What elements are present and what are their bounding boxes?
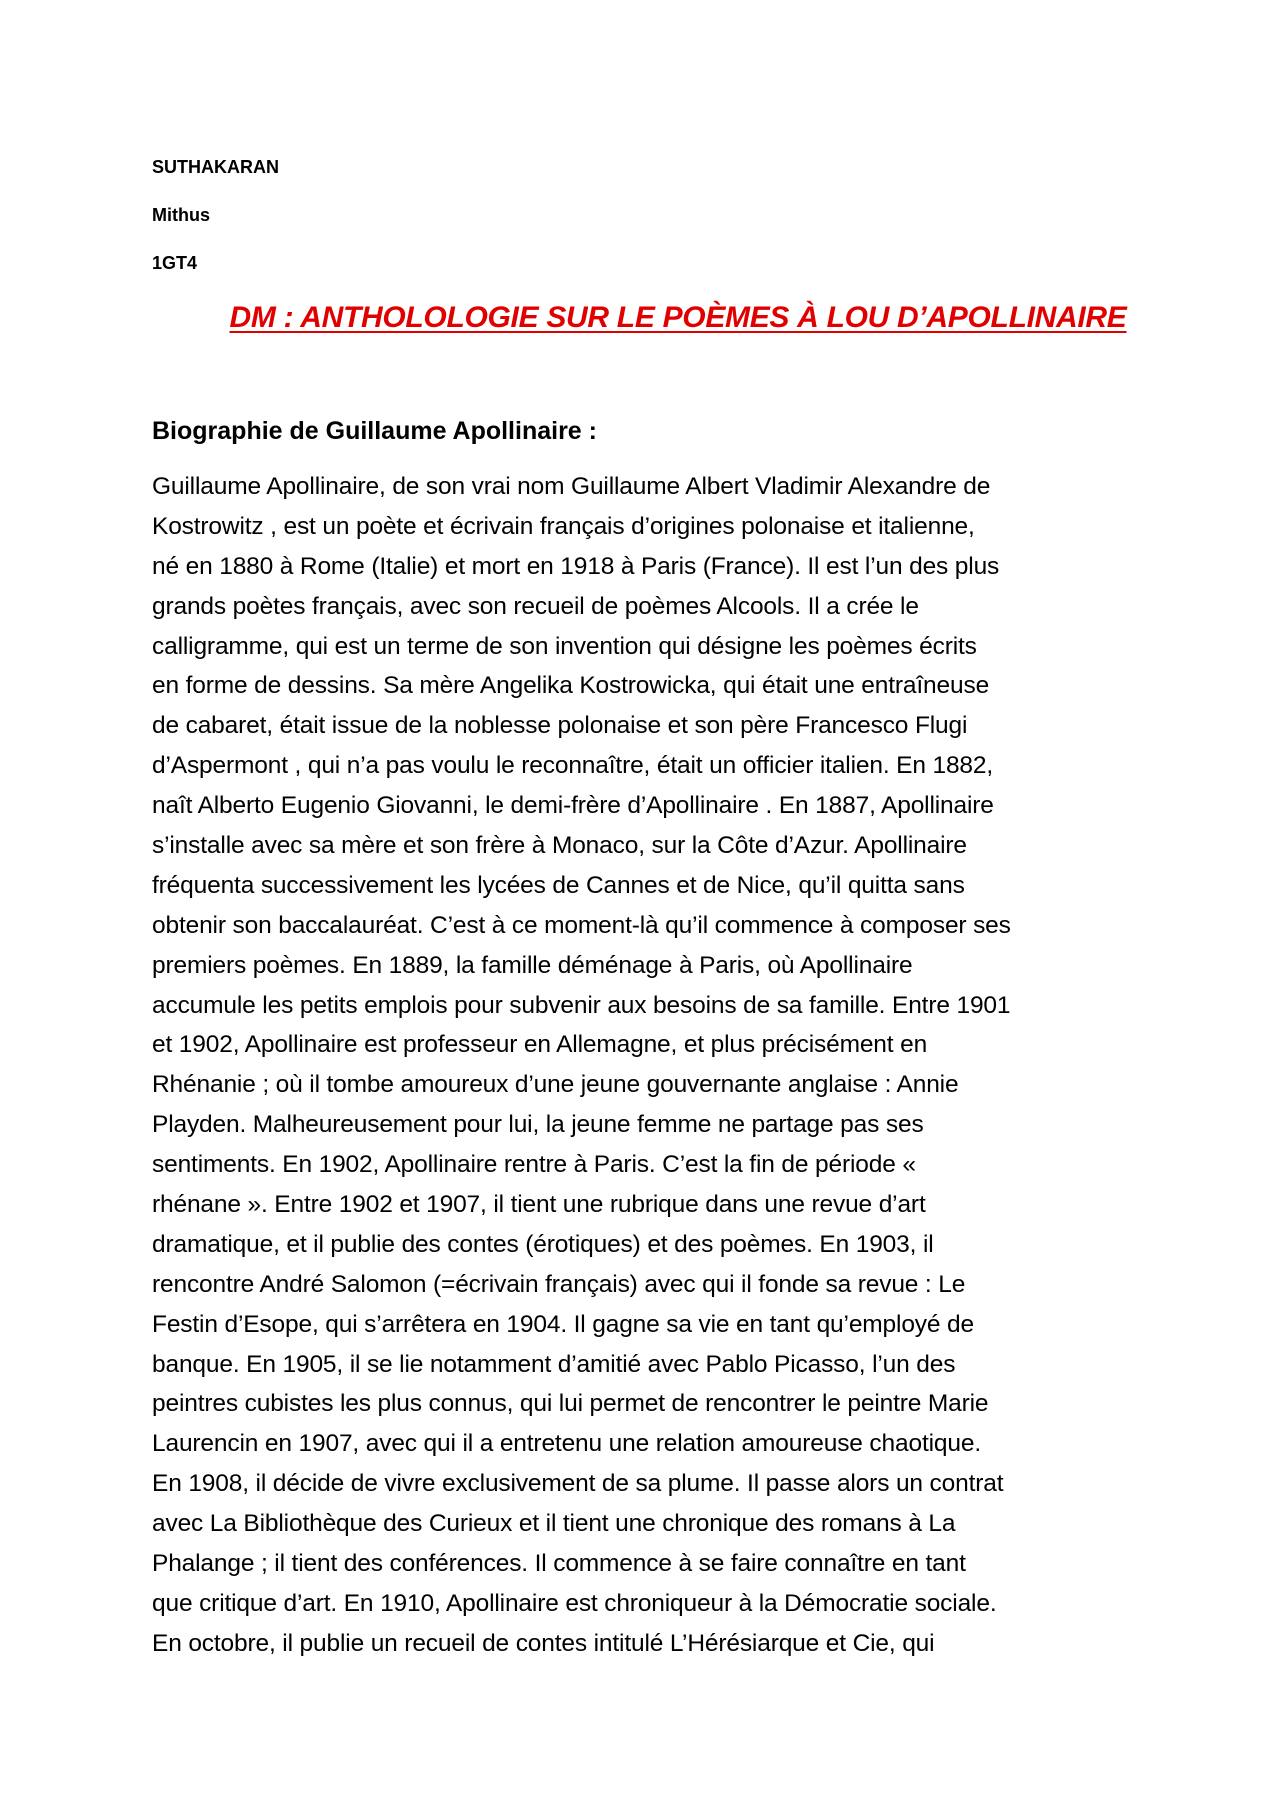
paragraph-line: et 1902, Apollinaire est professeur en Allemagne, et plus précisément en: [152, 1031, 928, 1059]
paragraph-line: Phalange ; il tient des conférences. Il commence à se faire connaître en tant: [152, 1550, 966, 1578]
paragraph-line: En 1908, il décide de vivre exclusivement de sa plume. Il passe alors un contrat: [152, 1470, 1004, 1498]
paragraph-line: calligramme, qui est un terme de son invention qui désigne les poèmes écrits: [152, 632, 977, 660]
paragraph-line: rencontre André Salomon (=écrivain français) avec qui il fonde sa revue : Le: [152, 1270, 966, 1298]
paragraph-line: sentiments. En 1902, Apollinaire rentre à Paris. C’est la fin de période «: [152, 1151, 916, 1179]
paragraph-line: peintres cubistes les plus connus, qui lui permet de rencontrer le peintre Marie: [152, 1390, 989, 1418]
paragraph-line: grands poètes français, avec son recueil de poèmes Alcools. Il a crée le: [152, 592, 919, 620]
paragraph-line: avec La Bibliothèque des Curieux et il tient une chronique des romans à La: [152, 1510, 956, 1538]
paragraph-line: en forme de dessins. Sa mère Angelika Kostrowicka, qui était une entraîneuse: [152, 672, 990, 700]
paragraph-line: de cabaret, était issue de la noblesse polonaise et son père Francesco Flugi: [152, 712, 968, 740]
paragraph-line: que critique d’art. En 1910, Apollinaire est chroniqueur à la Démocratie sociale.: [152, 1589, 997, 1617]
paragraph-line: banque. En 1905, il se lie notamment d’amitié avec Pablo Picasso, l’un des: [152, 1350, 956, 1378]
paragraph-line: Kostrowitz , est un poète et écrivain français d’origines polonaise et italienne,: [152, 512, 975, 540]
document-title: [0, 298, 1280, 338]
paragraph-line: obtenir son baccalauréat. C’est à ce moment-là qu’il commence à composer ses: [152, 911, 1011, 939]
paragraph-line: naît Alberto Eugenio Giovanni, le demi-frère d’Apollinaire . En 1887, Apollinaire: [152, 792, 994, 820]
document-title-text: DM : ANTHOLOLOGIE SUR LE POÈMES À LOU D’APOLLINAIRE: [229, 301, 1127, 334]
section-heading: Biographie de Guillaume Apollinaire :: [152, 417, 597, 445]
student-class: 1GT4: [152, 253, 198, 273]
paragraph-line: dramatique, et il publie des contes (érotiques) et des poèmes. En 1903, il: [152, 1230, 934, 1258]
paragraph-line: d’Aspermont , qui n’a pas voulu le reconnaître, était un officier italien. En 1882,: [152, 752, 994, 780]
paragraph-line: Playden. Malheureusement pour lui, la jeune femme ne partage pas ses: [152, 1111, 924, 1139]
paragraph-line: premiers poèmes. En 1889, la famille déménage à Paris, où Apollinaire: [152, 951, 913, 979]
paragraph-line: né en 1880 à Rome (Italie) et mort en 1918 à Paris (France). Il est l’un des plus: [152, 552, 1000, 580]
paragraph-line: fréquenta successivement les lycées de Cannes et de Nice, qu’il quitta sans: [152, 871, 965, 899]
paragraph-line: Laurencin en 1907, avec qui il a entretenu une relation amoureuse chaotique.: [152, 1430, 981, 1458]
paragraph-line: Festin d’Esope, qui s’arrêtera en 1904. Il gagne sa vie en tant qu’employé de: [152, 1310, 974, 1338]
biography-paragraph: [152, 467, 1142, 1664]
paragraph-line: Guillaume Apollinaire, de son vrai nom Guillaume Albert Vladimir Alexandre de: [152, 473, 991, 500]
paragraph-line: Rhénanie ; où il tombe amoureux d’une jeune gouvernante anglaise : Annie: [152, 1071, 959, 1099]
paragraph-line: accumule les petits emplois pour subvenir aux besoins de sa famille. Entre 1901: [152, 991, 1011, 1019]
student-first-name: Mithus: [152, 205, 210, 225]
paragraph-line: s’installe avec sa mère et son frère à Monaco, sur la Côte d’Azur. Apollinaire: [152, 832, 967, 860]
paragraph-line: En octobre, il publie un recueil de contes intitulé L’Hérésiarque et Cie, qui: [152, 1629, 935, 1657]
student-last-name: SUTHAKARAN: [152, 157, 279, 177]
paragraph-line: rhénane ». Entre 1902 et 1907, il tient une rubrique dans une revue d’art: [152, 1191, 926, 1219]
